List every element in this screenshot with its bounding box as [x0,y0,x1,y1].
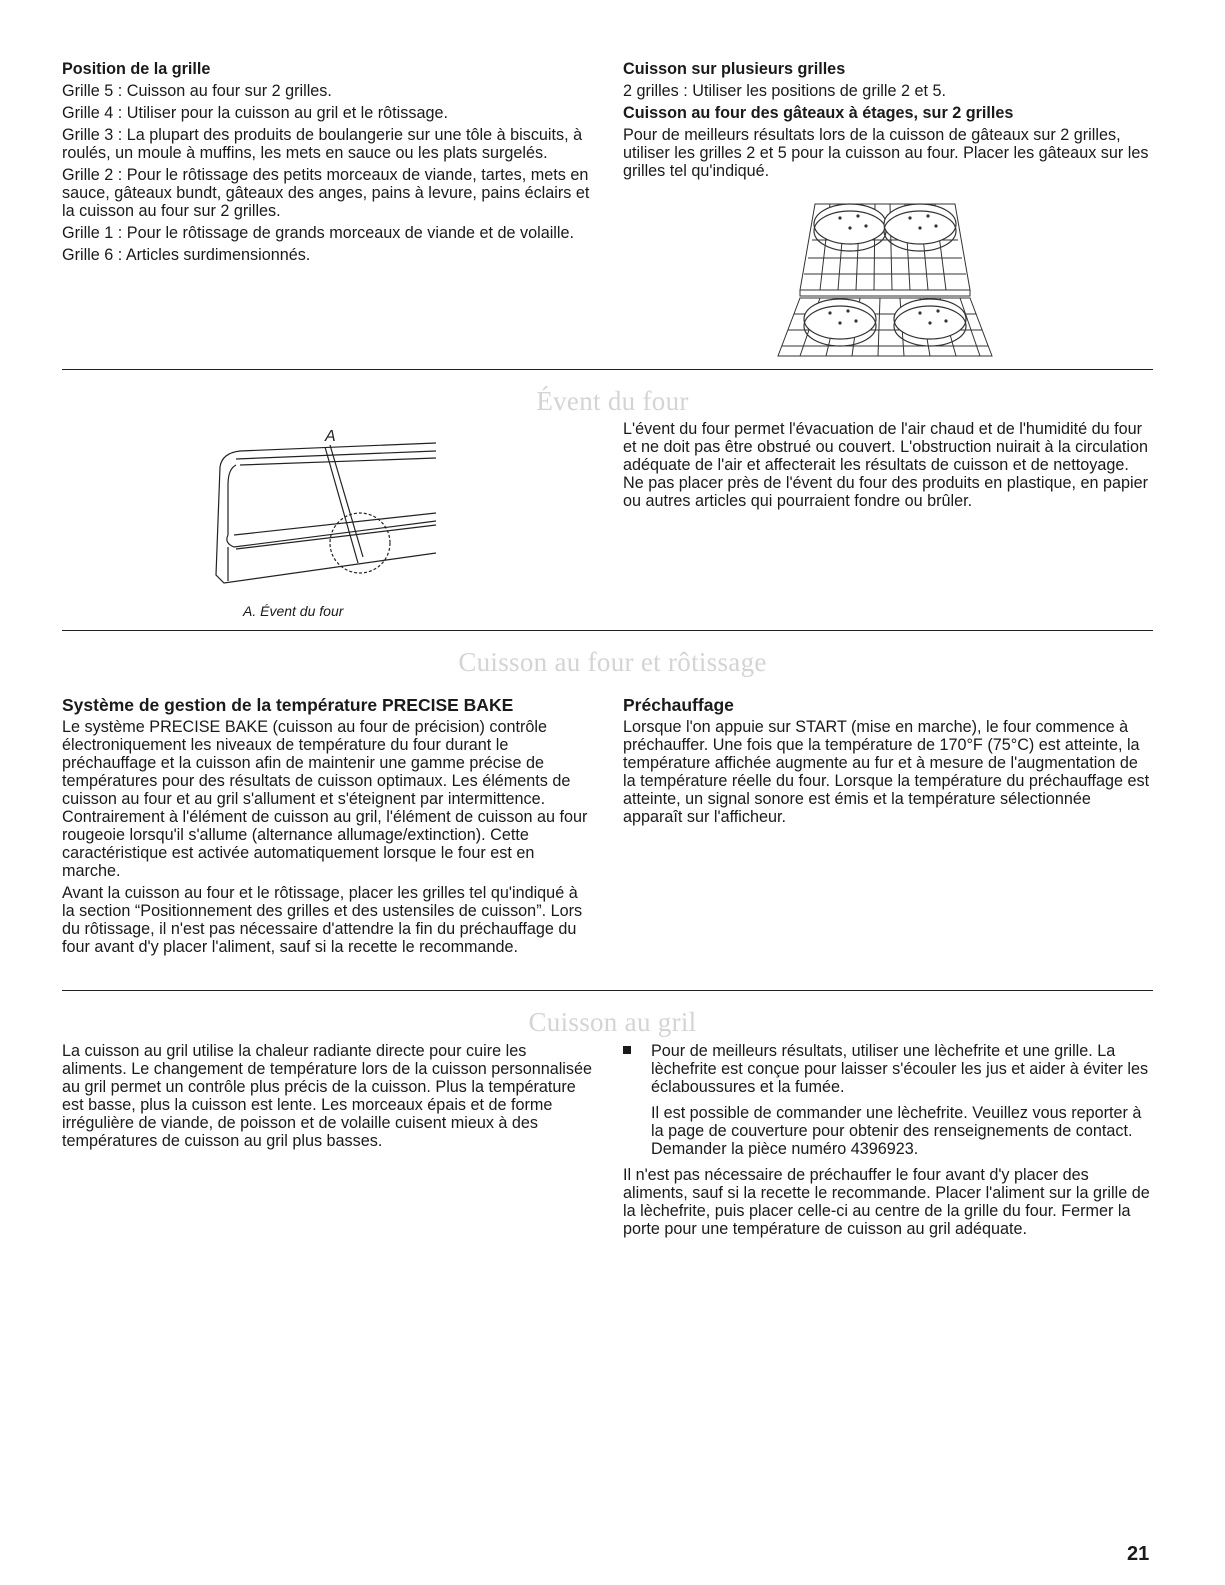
oven-vent-caption: A. Évent du four [243,603,344,619]
oven-vent-illustration [200,425,460,595]
broil-text-2: Il n'est pas nécessaire de préchauffer le four avant d'y placer des aliments, sauf si la recette le recommande. Placer l'aliment sur la grille de la lèchefrite, puis placer celle-ci au centre de la grille du four. Fermer la porte pour une température de cuisson au gril adéquate. [623,1166,1150,1238]
broil-right-column [623,1042,1153,1242]
layer-cakes-subtitle: Cuisson au four des gâteaux à étages, sur 2 grilles [623,104,1014,122]
section-divider-bake [62,630,1153,631]
broil-text: La cuisson au gril utilise la chaleur radiante directe pour cuire les aliments. Le changement de température lors de la cuisson personnalisée au gril permet un contrôle plus précis de la cuisson. Plus la température est basse, plus la cuisson est lente. Les morceaux épais et de forme irrégulière de viande, de poisson et de volaille cuisent mieux à des températures de cuisson au gril plus basses. [62,1042,592,1150]
oven-vent-text: L'évent du four permet l'évacuation de l'air chaud et de l'humidité du four et ne doit pas être obstrué ou couvert. L'obstruction nuirait à la circulation adéquate de l'air et affecterait les résultats de cuisson et de nettoyage. Ne pas placer près de l'évent du four des produits en plastique, en papier ou autres articles qui pourraient fondre ou brûler. [623,420,1149,510]
broil-title: Cuisson au gril [528,1007,697,1037]
rack-position-section [62,60,597,268]
precise-bake-title: Système de gestion de la température PRECISE BAKE [62,695,514,715]
rack-1-line: Grille 1 : Pour le rôtissage de grands morceaux de viande et de volaille. [62,224,574,242]
broil-pan-note: Il est possible de commander une lèchefrite. Veuillez vous reporter à la page de couverture pour obtenir des renseignements de contact. Demander la pièce numéro 4396923. [651,1104,1142,1158]
section-divider-broil [62,990,1153,991]
rack-position-title: Position de la grille [62,60,211,78]
bullet-square-icon [623,1046,631,1054]
page-number: 21 [1127,1543,1150,1565]
rack-5-line: Grille 5 : Cuisson au four sur 2 grilles. [62,82,332,100]
two-rack-cakes-illustration [770,198,1000,360]
section-divider-vent [62,369,1153,370]
layer-cakes-text: Pour de meilleurs résultats lors de la cuisson de gâteaux sur 2 grilles, utiliser les grilles 2 et 5 pour la cuisson au four. Placer les gâteaux sur les grilles tel qu'indiqué. [623,126,1149,180]
rack-6-line: Grille 6 : Articles surdimensionnés. [62,246,311,264]
preheat-text: Lorsque l'on appuie sur START (mise en marche), le four commence à préchauffer. Une fois que la température de 170°F (75°C) est atteinte, la température affichée augmente au fur et à mesure de l'augmentation de la température réelle du four. Lorsque la température du préchauffage est atteinte, un signal sonore est émis et la température sélectionnée apparaît sur l'afficheur. [623,718,1150,826]
bake-roast-title: Cuisson au four et rôtissage [458,647,767,677]
rack-4-line: Grille 4 : Utiliser pour la cuisson au gril et le rôtissage. [62,104,448,122]
broil-pan-bullet-text: Pour de meilleurs résultats, utiliser une lèchefrite et une grille. La lèchefrite est conçue pour laisser s'écouler les jus et aider à éviter les éclaboussures et la fumée. [651,1042,1149,1096]
precise-bake-section [62,695,592,960]
multi-rack-title: Cuisson sur plusieurs grilles [623,60,846,78]
rack-3-line: Grille 3 : La plupart des produits de boulangerie sur une tôle à biscuits, à roulés, un moule à muffins, les mets en sauce ou les plats surgelés. [62,126,583,162]
multi-rack-section [623,60,1153,184]
rack-2-line: Grille 2 : Pour le rôtissage des petits morceaux de viande, tartes, mets en sauce, gâteaux bundt, gâteaux des anges, pains à levure, pains éclairs et la cuisson au four sur 2 grilles. [62,166,590,220]
preheat-section [623,695,1153,830]
preheat-title: Préchauffage [623,695,734,715]
vent-label-a: A [325,428,336,445]
oven-vent-title: Évent du four [536,386,689,416]
precise-bake-text-2: Avant la cuisson au four et le rôtissage, placer les grilles tel qu'indiqué à la section “Positionnement des grilles et des ustensiles de cuisson”. Lors du rôtissage, il n'est pas nécessaire d'attendre la fin du préchauffage du four avant d'y placer l'aliment, sauf si la recette le recommande. [62,884,583,956]
precise-bake-text: Le système PRECISE BAKE (cuisson au four de précision) contrôle électroniquement les niveaux de température du four durant le préchauffage et la cuisson afin de maintenir une gamme précise de températures pour des résultats de cuisson optimaux. Les éléments de cuisson au four et au gril s'allument et s'éteignent par intermittence. Contrairement à l'élément de cuisson au gril, l'élément de cuisson au four rougeoie lorsqu'il s'allume (alternance allumage/extinction). Cette caractéristique est activée automatiquement lorsque le four est en marche. [62,718,588,880]
broil-pan-bullet [623,1042,1153,1158]
multi-rack-line: 2 grilles : Utiliser les positions de grille 2 et 5. [623,82,946,100]
